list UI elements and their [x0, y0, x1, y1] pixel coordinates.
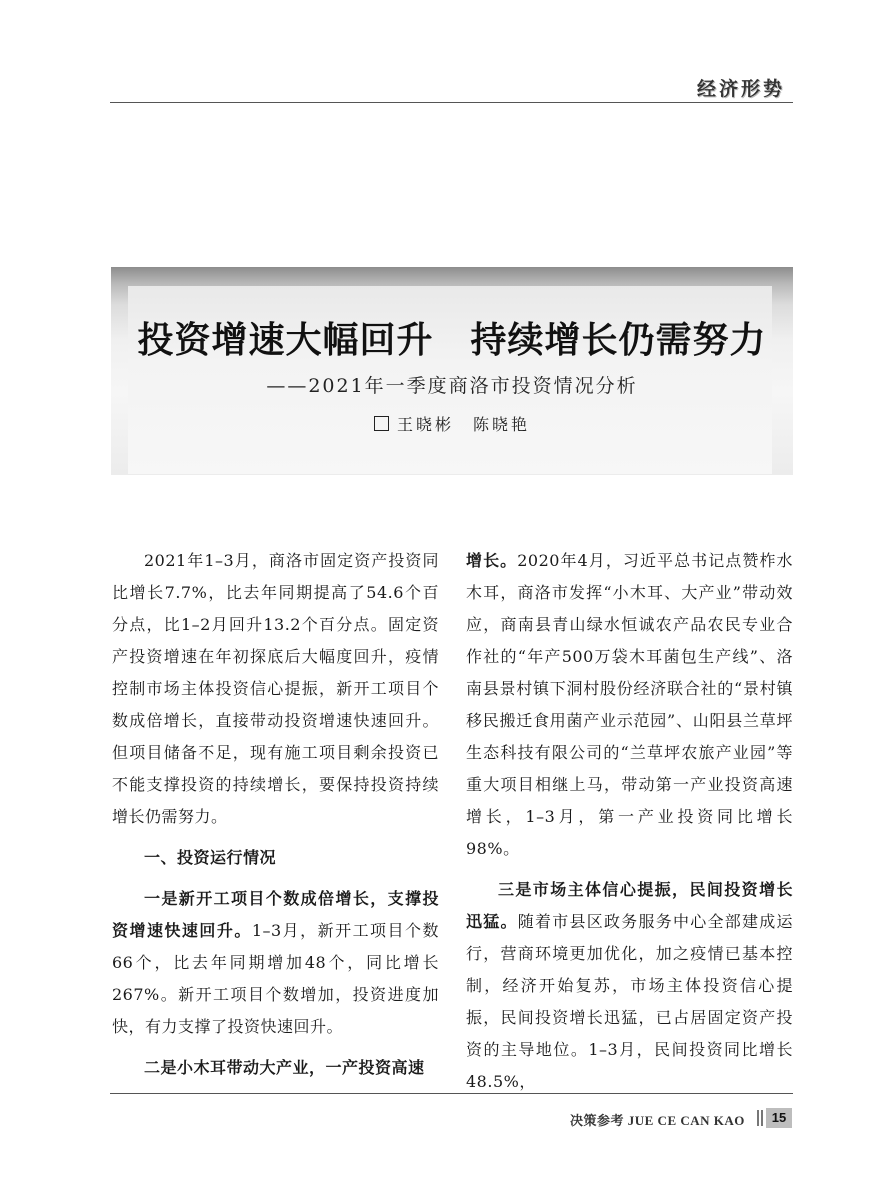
section-tag: 经济形势 — [696, 77, 785, 100]
author-names: 王晓彬 陈晓艳 — [396, 415, 530, 434]
author-square-icon — [374, 416, 389, 431]
paragraph — [466, 874, 793, 1098]
journal-name: 决策参考 JUE CE CAN KAO — [570, 1113, 745, 1128]
paragraph — [112, 883, 439, 1043]
page-number: 15 — [766, 1108, 792, 1128]
section-heading: 一、投资运行情况 — [144, 848, 277, 867]
paragraph-body: 随着市县区政务服务中心全部建成运行，营商环境更加优化，加之疫情已基本控制，经济开始复苏，市场主体投资信心提振，民间投资增长迅猛，已占居固定资产投资的主导地位。1–3月，民间投资同比增长48.5%， — [466, 912, 793, 1091]
left-column — [112, 545, 439, 1084]
paragraph-lead: 一是新开工项目个数成倍增长，支撑投资增速快速回升。 — [112, 889, 439, 940]
article-subtitle: ——2021年一季度商洛市投资情况分析 — [266, 375, 638, 397]
article-authors — [111, 412, 793, 435]
footer-rule — [110, 1093, 793, 1094]
paragraph: 2021年1–3月，商洛市固定资产投资同比增长7.7%，比去年同期提高了54.6个百分点，比1–2月回升13.2个百分点。固定资产投资增速在年初探底后大幅度回升，疫情控制市场主体投资信心提振，新开工项目个数成倍增长，直接带动投资增速快速回升。但项目储备不足，现有施工项目剩余投资已不能支撑投资的持续增长，要保持投资持续增长仍需努力。 — [112, 551, 439, 826]
paragraph-lead: 二是小木耳带动大产业，一产投资高速 — [144, 1058, 425, 1077]
header-rule — [110, 102, 793, 103]
paragraph — [112, 1052, 439, 1084]
right-column — [466, 545, 793, 1098]
footer-separator — [757, 1110, 763, 1126]
paragraph-body: 2020年4月，习近平总书记点赞柞水木耳，商洛市发挥“小木耳、大产业”带动效应，商南县青山绿水恒诚农产品农民专业合作社的“年产500万袋木耳菌包生产线”、洛南县景村镇下洞村股份经济联合社的“景村镇移民搬迁食用菌产业示范园”、山阳县兰草坪生态科技有限公司的“兰草坪农旅产业园”等重大项目相继上马，带动第一产业投资高速增长，1–3月，第一产业投资同比增长98%。 — [466, 551, 793, 858]
paragraph-body: 1–3月，新开工项目个数66个，比去年同期增加48个，同比增长267%。新开工项目个数增加，投资进度加快，有力支撑了投资快速回升。 — [112, 921, 439, 1036]
paragraph-lead: 增长。 — [466, 551, 518, 570]
paragraph-lead: 三是市场主体信心提振，民间投资增长迅猛。 — [466, 880, 793, 931]
article-title: 投资增速大幅回升 持续增长仍需努力 — [137, 319, 767, 361]
paragraph — [466, 545, 793, 865]
